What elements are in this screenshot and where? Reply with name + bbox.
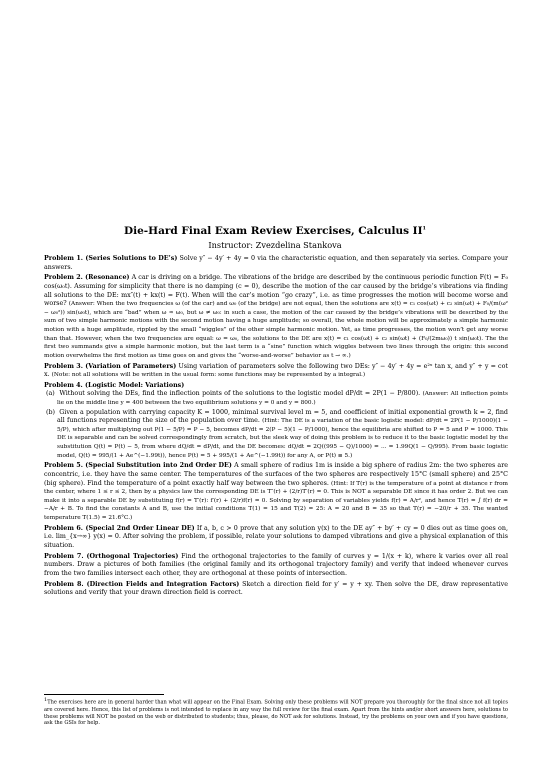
problem-text: If a, b, c > 0 prove that any solution y(x) to the DE ay″ + by′ + cy = 0 dies out as time goes on, i.e. lim_{x→∞} y(x) = 0. After solving the problem, if possible, relate your solutions to damped vibrations and give a physical explanation of this situation. bbox=[44, 524, 508, 549]
problem-answer: (Answer: When the two frequencies ω (of the car) and ω₀ (of the bridge) are not equal, then the solutions are x(t) = c₁ cos(ωt) + c₂ sin(ωt) + F₀/(m(ω² − ω₀²)) sin(ω₀t), which are “bad” when ω ≈ ω₀, but ω ≠ ω₀: in such a case, the motion of the car caused by the bridge’s vibrations will be described by the sum of two simple harmonic motions with the second motion having a huge amplitude; so overall, the whole motion will be approximately a simple harmonic motion with a huge amplitude, rippled by the small “wiggles” of the other simple harmonic motion. Yet, as time progresses, the motion won’t get any worse than that. However, when the two frequencies are equal: ω = ω₀, the solutions to the DE are x(t) = c₁ cos(ωt) + c₂ sin(ωt) + (F₀/(2mω₀)) t sin(ω₀t). The the first two summands give a simple harmonic motion, but the last term is a “sine” function which wiggles between two lines through the origin: this second motion overwhelms the first motion as time goes on and gives the “worse-and-worse” behavior as t → ∞.) bbox=[44, 301, 508, 359]
part-text: Given a population with carrying capacity K = 1000, minimal survival level m = 5, and coefficient of initial exponential growth k = 2, find all functions representing the size of the population over time. bbox=[57, 408, 508, 425]
problem-heading: Problem 3. (Variation of Parameters) bbox=[44, 362, 177, 370]
problem-heading: Problem 2. (Resonance) bbox=[44, 274, 130, 282]
part-answer: (Answer: All inflection points lie on the middle line y = 400 between the two equilibrium solutions y = 0 and y = 800.) bbox=[57, 391, 508, 407]
problem-note: (Note: not all solutions will be written in the usual form: some functions may be represented by a integral.) bbox=[51, 372, 366, 379]
problem-heading: Problem 4. (Logistic Model: Variations) bbox=[44, 381, 185, 389]
footnote-divider bbox=[44, 694, 164, 695]
problem-heading: Problem 7. (Orthogonal Trajectories) bbox=[44, 552, 179, 560]
part-label: (a) bbox=[46, 390, 55, 398]
problem-7 bbox=[44, 553, 508, 579]
problem-text: Solve y″ − 4y′ + 4y = 0 via the characteristic equation, and then separately via series. Compare your answers. bbox=[44, 255, 508, 271]
title-footnote-mark: 1 bbox=[422, 225, 426, 232]
problem-3 bbox=[44, 363, 508, 380]
problem-text: Sketch a direction field for y′ = y + xy. Then solve the DE, draw representative solutions and verify that your drawn direction field is correct. bbox=[44, 580, 508, 597]
title-text: Die-Hard Final Exam Review Exercises, Calculus II bbox=[124, 225, 423, 237]
footnote-text: The exercises here are in general harder than what will appear on the Final Exam. Solving only these problems will NOT prepare you thoroughly for the final since not all topics are covered here. Hence, this list of problems is not intended to replace in any way the full review for the final exam. Apart from the hints and/or short answers here, solutions to these problems will NOT be posted on the web or distributed to students; thus, please, do NOT ask for solutions. Instead, try the problems on your own and if you have questions, ask the GSIs for help. bbox=[44, 699, 508, 727]
part-answer: (Hint: The DE is a variation of the basic logistic model: dP/dt = 2P(1 − P/1000)(1 − 5/P), which after multiplying out P(1 − 5/P) = P − 5, becomes dP/dt = 2(P − 5)(1 − P/1000), hence the equilibria are shifted to P = 5 and P = 1000. This DE is separable and can be solved correspondingly from scratch, but the sleek way of doing this problem is to reduce it to the basic logistic model by the substitution Q(t) = P(t) − 5, from where dQ/dt = dP/dt, and the DE becomes: dQ/dt = 2Q((995 − Q)/1000) = ... = 1.99Q(1 − Q/995). From basic logistic model, Q(t) = 995/(1 + Ae^(−1.99t)), hence P(t) = 5 + 995/(1 + Ae^(−1.99t)) for any A, or P(t) ≡ 5.) bbox=[57, 418, 508, 459]
problem-text: Find the orthogonal trajectories to the family of curves y = 1/(x + k), where k varies over all real numbers. Draw a pictures of both families (the original family and its orthogonal trajectory family) and verify that indeed whenever curves from the two families intersect each other, they are orthogonal at these points of intersection. bbox=[44, 552, 508, 577]
problem-6 bbox=[44, 525, 508, 551]
instructor-line: Instructor: Zvezdelina Stankova bbox=[208, 240, 342, 250]
problem-heading: Problem 1. (Series Solutions to DE’s) bbox=[44, 255, 178, 262]
part-label: (b) bbox=[46, 408, 56, 416]
problem-8 bbox=[44, 581, 508, 598]
problem-5 bbox=[44, 462, 508, 522]
footnote bbox=[44, 697, 508, 727]
problem-heading: Problem 8. (Direction Fields and Integration Factors) bbox=[44, 580, 240, 588]
problem-heading: Problem 6. (Special 2nd Order Linear DE) bbox=[44, 524, 195, 532]
problems-body bbox=[44, 255, 508, 600]
problem-text: A small sphere of radius 1m is inside a big sphere of radius 2m: the two spheres are concentric, i.e. they have the same center. The temperatures of the surfaces of the two spheres are respectively 15°C (small sphere) and 25°C (big sphere). Find the temperature of a point exactly half way between the two spheres. bbox=[44, 462, 508, 487]
part-text: Without solving the DEs, find the inflection points of the solutions to the logistic model dP/dt = 2P(1 − P/800). bbox=[59, 390, 421, 398]
problem-4-part-b bbox=[44, 409, 508, 461]
problem-heading: Problem 5. (Special Substitution into 2nd Order DE) bbox=[44, 462, 232, 470]
problem-text: Using variation of parameters solve the following two DEs: y″ − 4y′ + 4y = e²ˣ tan x, and y″ + y = cot x. bbox=[44, 362, 508, 379]
problem-4-part-a bbox=[44, 390, 508, 407]
problem-1 bbox=[44, 255, 508, 272]
footnote-mark: 1 bbox=[44, 697, 48, 703]
problem-2 bbox=[44, 274, 508, 360]
problem-4 bbox=[44, 382, 508, 460]
problem-text: A car is driving on a bridge. The vibrations of the bridge are described by the continuous periodic function F(t) = F₀ cos(ω₀t). Assuming for simplicity that there is no damping (c = 0), describe the motion of the car caused by the bridge’s vibrations via finding all solutions to the DE: mx″(t) + kx(t) = F(t). When will the car’s motion “go crazy”, i.e. as time progresses the motion will become worse and worse? bbox=[44, 274, 508, 308]
problem-hint: (Hint: If T(r) is the temperature of a point at distance r from the center, where 1 ≤ r ≤ 2, then by a physics law the corresponding DE is T″(r) + (2/r)T′(r) = 0. This is NOT a separable DE since it has order 2. But we can make it into a separable DE by substituting f(r) = T′(r): f′(r) + (2/r)f(r) = 0. Solving by separation of variables yields f(r) = A/r², and hence T(r) = ∫ f(r) dr = −A/r + B. To find the constants A and B, use the initial conditions T(1) = 15 and T(2) = 25: A = 20 and B = 35 so that T(r) = −20/r + 35. The wanted temperature T(1.5) = 21.6̄°C.) bbox=[44, 480, 508, 521]
document-title bbox=[0, 225, 550, 237]
